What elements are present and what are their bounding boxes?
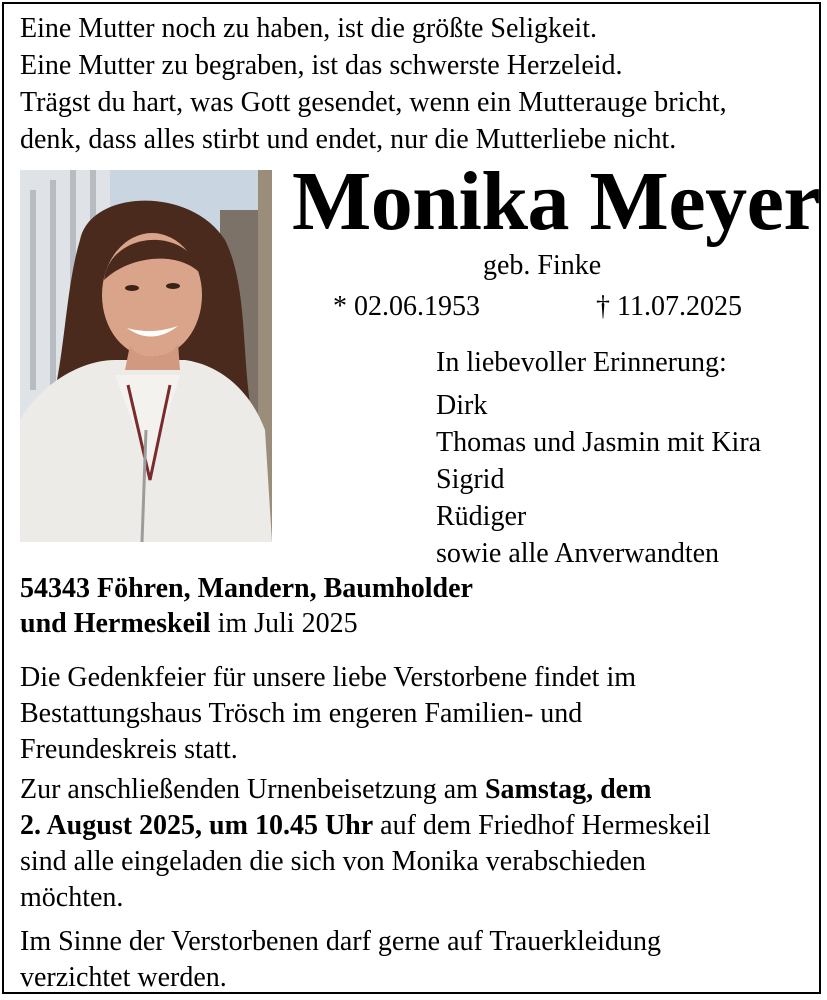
burial-location: auf dem Friedhof Hermeskeil xyxy=(373,810,711,841)
burial-line xyxy=(20,772,711,808)
dress-code-line: Im Sinne der Verstorbenen darf gerne auf Trauerkleidung xyxy=(20,926,661,957)
dress-code-line: verzichtet werden. xyxy=(20,962,227,993)
poem-line: Eine Mutter zu begraben, ist das schwerste Herzeleid. xyxy=(20,50,623,81)
poem-line: Eine Mutter noch zu haben, ist die größte Seligkeit. xyxy=(20,13,597,44)
mourners-heading: In liebevoller Erinnerung: xyxy=(436,347,727,378)
ceremony-line: Bestattungshaus Trösch im engeren Familien- und xyxy=(20,698,583,729)
burial-line xyxy=(20,808,711,844)
burial-line: sind alle eingeladen die sich von Monika verabschieden xyxy=(20,846,646,877)
mourner-name: Dirk xyxy=(436,390,488,421)
ceremony-line: Die Gedenkfeier für unsere liebe Verstorbene findet im xyxy=(20,662,637,693)
mourner-name: sowie alle Anverwandten xyxy=(436,538,720,569)
deceased-name: Monika Meyer xyxy=(292,155,821,248)
portrait-photo-image xyxy=(20,170,272,542)
memorial-poem xyxy=(20,10,727,158)
death-date: † 11.07.2025 xyxy=(596,291,742,322)
ceremony-paragraph xyxy=(20,660,636,768)
mourner-name: Sigrid xyxy=(436,464,505,495)
burial-day: Samstag, dem xyxy=(484,774,652,805)
dress-code-paragraph xyxy=(20,924,661,996)
mourner-name: Thomas und Jasmin mit Kira xyxy=(436,427,762,458)
places-line: 54343 Föhren, Mandern, Baumholder xyxy=(20,573,473,604)
mourner-name: Rüdiger xyxy=(436,501,527,532)
mourners-list xyxy=(436,344,761,572)
burial-paragraph xyxy=(20,772,711,916)
obituary-notice xyxy=(2,2,821,994)
birth-name: geb. Finke xyxy=(483,250,602,281)
burial-line: möchten. xyxy=(20,882,124,913)
ceremony-line: Freundeskreis statt. xyxy=(20,734,238,765)
places-month: im Juli 2025 xyxy=(210,608,358,639)
poem-line: Trägst du hart, was Gott gesendet, wenn ein Mutterauge bricht, xyxy=(20,87,727,118)
portrait-photo xyxy=(20,170,272,542)
places-and-date xyxy=(20,571,473,641)
burial-text: Zur anschließenden Urnenbeisetzung am xyxy=(20,774,485,805)
poem-line: denk, dass alles stirbt und endet, nur die Mutterliebe nicht. xyxy=(20,124,677,155)
birth-date: * 02.06.1953 xyxy=(333,291,480,322)
burial-datetime: 2. August 2025, um 10.45 Uhr xyxy=(20,810,374,841)
places-line-2 xyxy=(20,606,473,641)
places-bold: und Hermeskeil xyxy=(20,608,211,639)
